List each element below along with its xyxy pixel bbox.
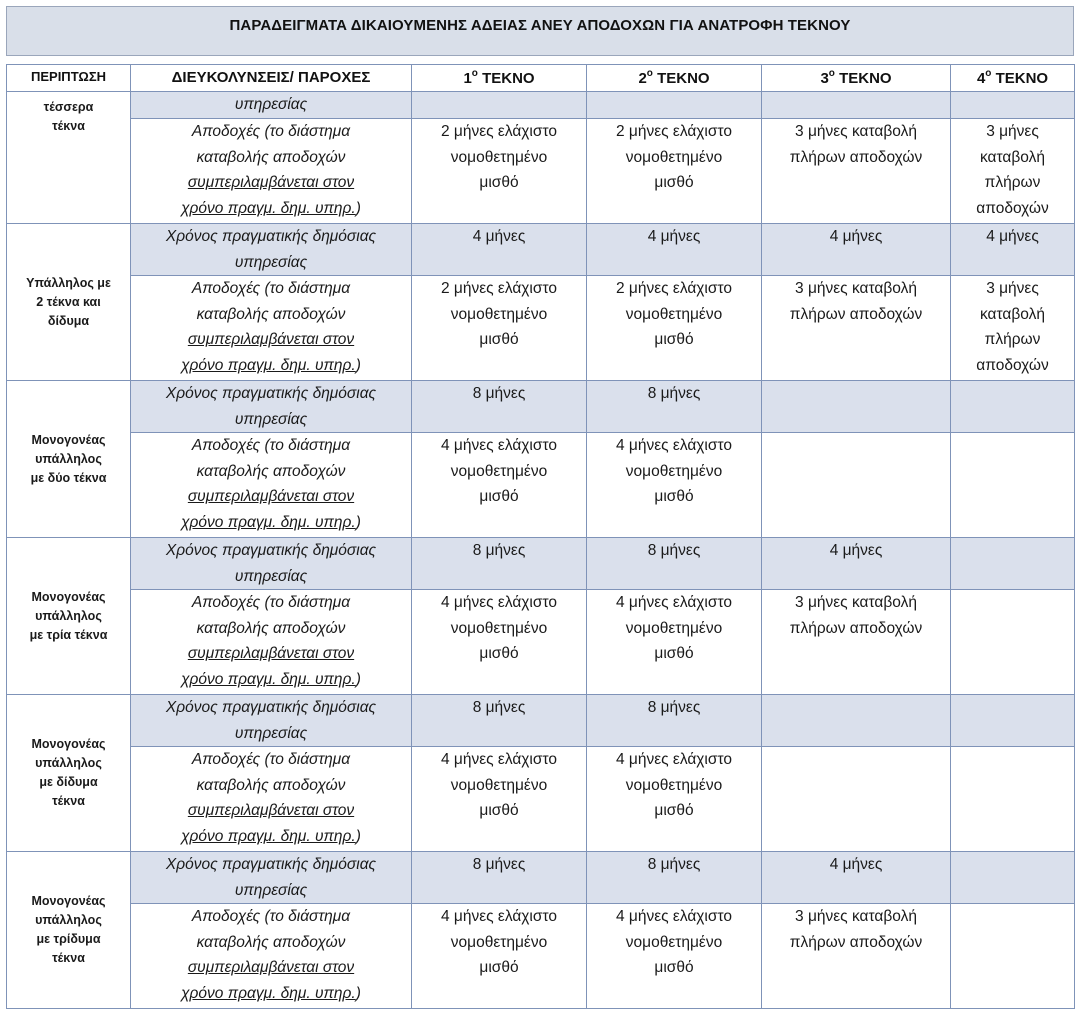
- value-cell: [951, 747, 1075, 852]
- value-cell: 4 μήνες ελάχιστο νομοθετημένο μισθό: [412, 433, 587, 538]
- table-row: [7, 538, 1075, 590]
- service-label-cell: Χρόνος πραγματικής δημόσιας υπηρεσίας: [131, 852, 412, 904]
- value-cell: [951, 695, 1075, 747]
- service-label-cell: Χρόνος πραγματικής δημόσιας υπηρεσίας: [131, 695, 412, 747]
- value-cell: 4 μήνες: [762, 224, 951, 276]
- value-cell: 4 μήνες: [951, 224, 1075, 276]
- value-cell: 2 μήνες ελάχιστο νομοθετημένο μισθό: [587, 276, 762, 381]
- value-cell: [951, 92, 1075, 119]
- value-cell: 4 μήνες: [762, 538, 951, 590]
- table-row: [7, 119, 1075, 224]
- pay-label-cell: Αποδοχές (το διάστημα καταβολής αποδοχών συμπεριλαμβάνεται στον χρόνο πραγμ. δημ. υπηρ.): [131, 433, 412, 538]
- document: [6, 6, 1074, 1009]
- value-cell: 8 μήνες: [412, 695, 587, 747]
- value-cell: [762, 433, 951, 538]
- value-cell: [762, 695, 951, 747]
- table-row: [7, 433, 1075, 538]
- value-cell: [762, 92, 951, 119]
- table-row: [7, 92, 1075, 119]
- case-cell: Υπάλληλος με 2 τέκνα και δίδυμα: [7, 224, 131, 381]
- value-cell: 8 μήνες: [412, 852, 587, 904]
- leave-table: [6, 64, 1075, 1009]
- value-cell: 4 μήνες ελάχιστο νομοθετημένο μισθό: [412, 590, 587, 695]
- value-cell: 4 μήνες ελάχιστο νομοθετημένο μισθό: [412, 904, 587, 1009]
- pay-label-cell: Αποδοχές (το διάστημα καταβολής αποδοχών συμπεριλαμβάνεται στον χρόνο πραγμ. δημ. υπηρ.): [131, 590, 412, 695]
- case-cell: Μονογονέας υπάλληλος με τρίδυμα τέκνα: [7, 852, 131, 1009]
- value-cell: [951, 590, 1075, 695]
- header-child-3: $3^o$ ΤΕΚΝΟ: [762, 65, 951, 92]
- pay-label-cell: Αποδοχές (το διάστημα καταβολής αποδοχών συμπεριλαμβάνεται στον χρόνο πραγμ. δημ. υπηρ.): [131, 747, 412, 852]
- value-cell: 3 μήνες καταβολή πλήρων αποδοχών: [762, 590, 951, 695]
- case-cell: τέσσερα τέκνα: [7, 92, 131, 224]
- case-cell: Μονογονέας υπάλληλος με τρία τέκνα: [7, 538, 131, 695]
- pay-label-cell: Αποδοχές (το διάστημα καταβολής αποδοχών συμπεριλαμβάνεται στον χρόνο πραγμ. δημ. υπηρ.): [131, 276, 412, 381]
- header-case: ΠΕΡΙΠΤΩΣΗ: [7, 65, 131, 92]
- header-row: [7, 65, 1075, 92]
- value-cell: 3 μήνες καταβολή πλήρων αποδοχών: [762, 276, 951, 381]
- table-title: ΠΑΡΑΔΕΙΓΜΑΤΑ ΔΙΚΑΙΟΥΜΕΝΗΣ ΑΔΕΙΑΣ ΑΝΕΥ ΑΠΟΔΟΧΩΝ ΓΙΑ ΑΝΑΤΡΟΦΗ ΤΕΚΝΟΥ: [229, 17, 851, 34]
- value-cell: 4 μήνες: [587, 224, 762, 276]
- value-cell: 3 μήνες καταβολή πλήρων αποδοχών: [951, 119, 1075, 224]
- header-child-4: $4^o$ ΤΕΚΝΟ: [951, 65, 1075, 92]
- table-row: [7, 224, 1075, 276]
- value-cell: 4 μήνες ελάχιστο νομοθετημένο μισθό: [412, 747, 587, 852]
- table-row: [7, 695, 1075, 747]
- value-cell: 8 μήνες: [587, 381, 762, 433]
- value-cell: 4 μήνες ελάχιστο νομοθετημένο μισθό: [587, 904, 762, 1009]
- table-row: [7, 276, 1075, 381]
- value-cell: 3 μήνες καταβολή πλήρων αποδοχών: [951, 276, 1075, 381]
- value-cell: 8 μήνες: [587, 695, 762, 747]
- value-cell: 8 μήνες: [587, 852, 762, 904]
- table-row: [7, 590, 1075, 695]
- value-cell: 4 μήνες ελάχιστο νομοθετημένο μισθό: [587, 747, 762, 852]
- case-cell: Μονογονέας υπάλληλος με δύο τέκνα: [7, 381, 131, 538]
- value-cell: [951, 852, 1075, 904]
- value-cell: [762, 747, 951, 852]
- value-cell: [412, 92, 587, 119]
- value-cell: 8 μήνες: [587, 538, 762, 590]
- table-row: [7, 852, 1075, 904]
- table-row: [7, 381, 1075, 433]
- service-label-cell: Χρόνος πραγματικής δημόσιας υπηρεσίας: [131, 381, 412, 433]
- value-cell: [951, 433, 1075, 538]
- value-cell: [762, 381, 951, 433]
- value-cell: 2 μήνες ελάχιστο νομοθετημένο μισθό: [412, 119, 587, 224]
- value-cell: 4 μήνες: [412, 224, 587, 276]
- value-cell: 4 μήνες ελάχιστο νομοθετημένο μισθό: [587, 433, 762, 538]
- value-cell: 4 μήνες: [762, 852, 951, 904]
- header-child-2: $2^o$ ΤΕΚΝΟ: [587, 65, 762, 92]
- case-cell: Μονογονέας υπάλληλος με δίδυμα τέκνα: [7, 695, 131, 852]
- value-cell: 3 μήνες καταβολή πλήρων αποδοχών: [762, 119, 951, 224]
- header-benefits: ΔΙΕΥΚΟΛΥΝΣΕΙΣ/ ΠΑΡΟΧΕΣ: [131, 65, 412, 92]
- table-row: [7, 747, 1075, 852]
- value-cell: 4 μήνες ελάχιστο νομοθετημένο μισθό: [587, 590, 762, 695]
- service-label-cell: Χρόνος πραγματικής δημόσιας υπηρεσίας: [131, 224, 412, 276]
- pay-label-cell: Αποδοχές (το διάστημα καταβολής αποδοχών συμπεριλαμβάνεται στον χρόνο πραγμ. δημ. υπηρ.): [131, 904, 412, 1009]
- service-label-cell: Χρόνος πραγματικής δημόσιας υπηρεσίας: [131, 538, 412, 590]
- pay-label-cell: Αποδοχές (το διάστημα καταβολής αποδοχών συμπεριλαμβάνεται στον χρόνο πραγμ. δημ. υπηρ.): [131, 119, 412, 224]
- header-child-1: $1^o$ ΤΕΚΝΟ: [412, 65, 587, 92]
- value-cell: [951, 538, 1075, 590]
- title-box: [6, 6, 1074, 56]
- value-cell: 8 μήνες: [412, 381, 587, 433]
- value-cell: [951, 381, 1075, 433]
- service-label-cell: υπηρεσίας: [131, 92, 412, 119]
- value-cell: 2 μήνες ελάχιστο νομοθετημένο μισθό: [587, 119, 762, 224]
- value-cell: 3 μήνες καταβολή πλήρων αποδοχών: [762, 904, 951, 1009]
- value-cell: 2 μήνες ελάχιστο νομοθετημένο μισθό: [412, 276, 587, 381]
- value-cell: [587, 92, 762, 119]
- table-row: [7, 904, 1075, 1009]
- value-cell: [951, 904, 1075, 1009]
- value-cell: 8 μήνες: [412, 538, 587, 590]
